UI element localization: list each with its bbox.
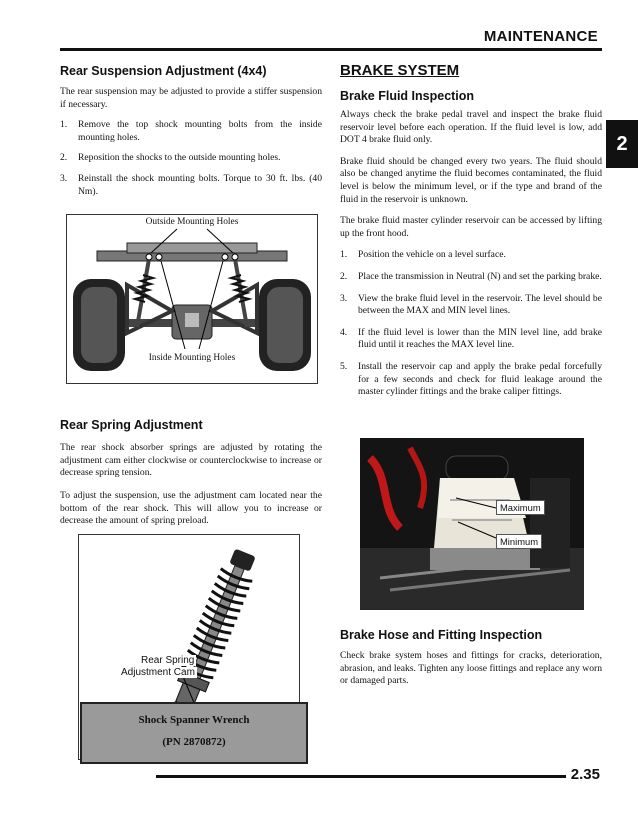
step-number: 1.: [340, 249, 348, 261]
rear-suspension-steps: [60, 119, 322, 198]
reservoir-illustration: [360, 438, 584, 610]
step-number: 3.: [340, 292, 348, 304]
footer-rule: [156, 775, 566, 778]
list-item: [340, 293, 602, 318]
step-number: 5.: [340, 360, 348, 372]
step-text: Reinstall the shock mounting bolts. Torque to 30 ft. lbs. (40 Nm).: [78, 172, 322, 197]
tool-name: Shock Spanner Wrench: [138, 714, 250, 726]
brake-fluid-paragraph-1: Always check the brake pedal travel and inspect the brake fluid reservoir level before each operation. If the fluid level is low, add DOT 4 brake fluid only.: [340, 109, 602, 146]
tool-callout: [80, 702, 308, 764]
brake-hose-paragraph: Check brake system hoses and fittings for cracks, deterioration, abrasion, and leaks. Tighten any loose fittings and replace any worn or damaged parts.: [340, 650, 602, 687]
step-text: Place the transmission in Neutral (N) and set the parking brake.: [358, 270, 602, 282]
step-text: Reposition the shocks to the outside mounting holes.: [78, 152, 281, 164]
step-text: Position the vehicle on a level surface.: [358, 249, 506, 261]
list-item: [340, 327, 602, 352]
list-item: [340, 361, 602, 399]
step-text: If the fluid level is lower than the MIN level line, add brake fluid until it reaches the MAX level line.: [358, 326, 602, 351]
section-header-title: MAINTENANCE: [483, 28, 598, 45]
rear-suspension-heading: Rear Suspension Adjustment (4x4): [60, 64, 267, 78]
list-item: [340, 271, 602, 284]
step-text: Remove the top shock mounting bolts from the inside mounting holes.: [78, 119, 322, 143]
rear-spring-paragraph-2: To adjust the suspension, use the adjustment cam located near the bottom of the rear shock. This will allow you to increase or decrease the amount of spring preload.: [60, 490, 322, 527]
list-item: [60, 173, 322, 198]
rear-suspension-intro: The rear suspension may be adjusted to provide a stiffer suspension if necessary.: [60, 86, 322, 110]
spring-cam-label-line2: Adjustment Cam: [121, 667, 195, 678]
step-number: 2.: [60, 152, 68, 164]
spring-cam-label-line1: Rear Spring: [141, 655, 195, 666]
step-number: 1.: [60, 119, 68, 131]
brake-system-title: BRAKE SYSTEM: [340, 62, 460, 79]
brake-hose-heading: Brake Hose and Fitting Inspection: [340, 628, 543, 642]
list-item: [340, 249, 602, 262]
rear-spring-paragraph-1: The rear shock absorber springs are adjusted by rotating the adjustment cam either clockwise or counterclockwise to increase or decrease spring tension.: [60, 442, 322, 479]
list-item: [60, 152, 322, 165]
brake-fluid-paragraph-3: The brake fluid master cylinder reservoir can be accessed by lifting up the front hood.: [340, 215, 602, 239]
left-column: [60, 62, 322, 748]
inside-holes-label: Inside Mounting Holes: [148, 353, 236, 363]
step-number: 4.: [340, 326, 348, 338]
outside-holes-label: Outside Mounting Holes: [145, 217, 239, 227]
step-text: View the brake fluid level in the reservoir. The level should be between the MAX and MIN level lines.: [358, 292, 602, 317]
page-number: 2.35: [570, 766, 600, 783]
list-item: [60, 119, 322, 144]
brake-fluid-paragraph-2: Brake fluid should be changed every two years. The fluid should also be changed anytime the fluid becomes contaminated, the fluid level is below the minimum level, or if the type and brand of the fluid in the reservoir is unknown.: [340, 155, 602, 205]
rear-suspension-figure: [66, 214, 318, 384]
step-number: 3.: [60, 172, 68, 184]
tool-part-number: (PN 2870872): [162, 736, 226, 748]
step-text: Install the reservoir cap and apply the brake pedal forcefully for a few seconds and check for fluid leakage around the master cylinder fittings and the brake caliper fittings.: [358, 360, 602, 398]
step-number: 2.: [340, 270, 348, 282]
chapter-tab: 2: [606, 120, 638, 168]
maximum-label: Maximum: [496, 500, 545, 515]
brake-fluid-heading: Brake Fluid Inspection: [340, 89, 475, 103]
minimum-label: Minimum: [496, 534, 542, 549]
brake-fluid-steps: [340, 249, 602, 398]
right-column: [340, 62, 602, 687]
brake-reservoir-photo: [360, 438, 584, 610]
header-rule: [60, 48, 602, 51]
rear-spring-heading: Rear Spring Adjustment: [60, 418, 203, 432]
